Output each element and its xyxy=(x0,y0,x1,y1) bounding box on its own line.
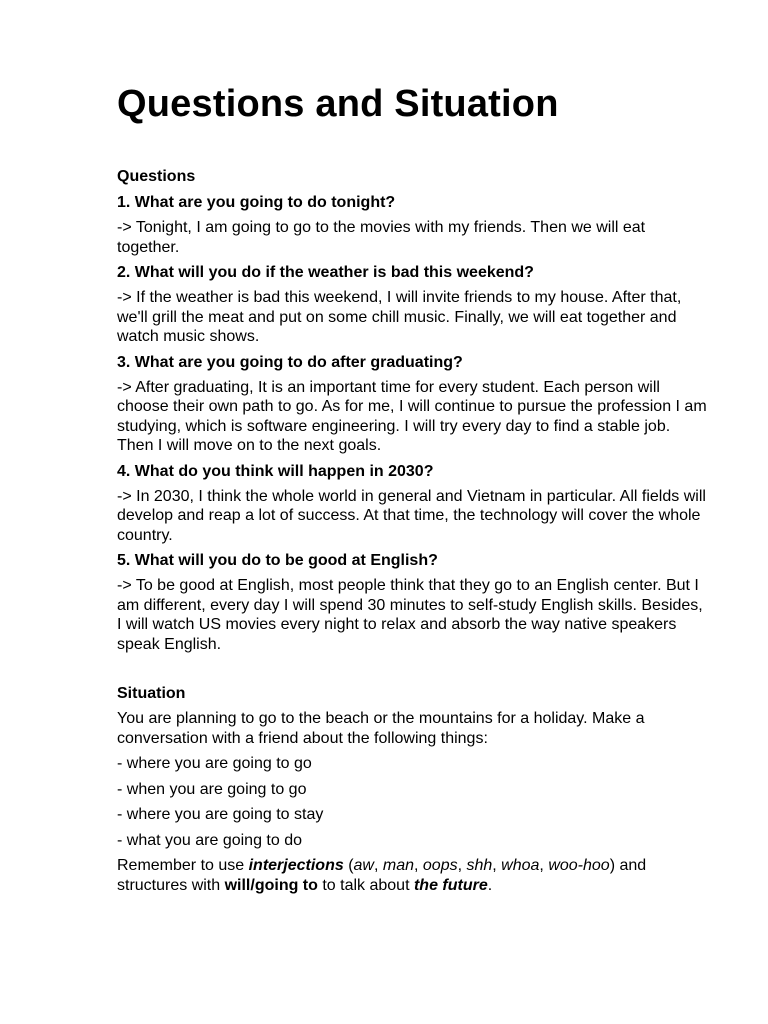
question-4: 4. What do you think will happen in 2030? xyxy=(117,462,434,480)
question-5: 5. What will you do to be good at English? xyxy=(117,552,438,569)
situation-reminder xyxy=(117,856,707,895)
separator: , xyxy=(492,857,502,874)
answer-2: -> If the weather is bad this weekend, I will invite friends to my house. After that, we'll grill the meat and put on some chill music. Finally, we will eat together and watch music shows. xyxy=(117,289,682,345)
separator: , xyxy=(414,857,423,874)
situation-item: - when you are going to go xyxy=(117,780,307,798)
answer-1: -> Tonight, I am going to go to the movies with my friends. Then we will eat together. xyxy=(117,219,646,256)
question-2: 2. What will you do if the weather is bad this weekend? xyxy=(117,264,534,281)
interjection-word: man xyxy=(382,857,414,874)
reminder-text: ( xyxy=(343,857,354,874)
reminder-text: to talk about xyxy=(317,876,414,894)
reminder-text: Remember to use xyxy=(117,857,249,874)
interjection-word: shh xyxy=(466,857,493,874)
document-body xyxy=(117,80,707,895)
interjection-word: whoa xyxy=(501,857,540,874)
separator: , xyxy=(457,857,467,874)
interjection-word: woo-hoo xyxy=(548,857,610,874)
situation-item: - where you are going to stay xyxy=(117,806,324,823)
situation-item: - where you are going to go xyxy=(117,755,312,772)
reminder-text: . xyxy=(487,876,493,894)
reminder-future: the future xyxy=(413,876,488,894)
situation-item: - what you are going to do xyxy=(117,831,303,849)
separator: , xyxy=(539,857,549,874)
answer-4: -> In 2030, I think the whole world in general and Vietnam in particular. All fields will develop and reap a lot of success. At that time, the technology will cover the whole country. xyxy=(117,487,706,544)
separator: , xyxy=(373,857,383,874)
answer-3: -> After graduating, It is an important time for every student. Each person will choose their own path to go. As for me, I will continue to pursue the profession I am studying, which is software engineering. I will try every day to find a stable job. Then I will move on to the next goals. xyxy=(117,378,707,454)
question-1: 1. What are you going to do tonight? xyxy=(117,194,396,211)
reminder-will-going: will/going to xyxy=(224,876,318,894)
reminder-text: ) and structures with xyxy=(117,857,647,894)
page-title: Questions and Situation xyxy=(117,83,559,125)
question-3: 3. What are you going to do after graduating? xyxy=(117,353,463,371)
situation-heading: Situation xyxy=(117,685,186,702)
questions-heading: Questions xyxy=(117,168,196,185)
answer-5: -> To be good at English, most people think that they go to an English center. But I am different, every day I will spend 30 minutes to self-study English skills. Besides, I will watch US movies every night to relax and absorb the way native speakers speak English. xyxy=(117,577,703,653)
interjection-word: aw xyxy=(353,857,374,874)
interjection-word: oops xyxy=(422,857,458,874)
situation-intro: You are planning to go to the beach or the mountains for a holiday. Make a conversation with a friend about the following things: xyxy=(117,710,645,747)
reminder-interjections: interjections xyxy=(248,857,344,874)
